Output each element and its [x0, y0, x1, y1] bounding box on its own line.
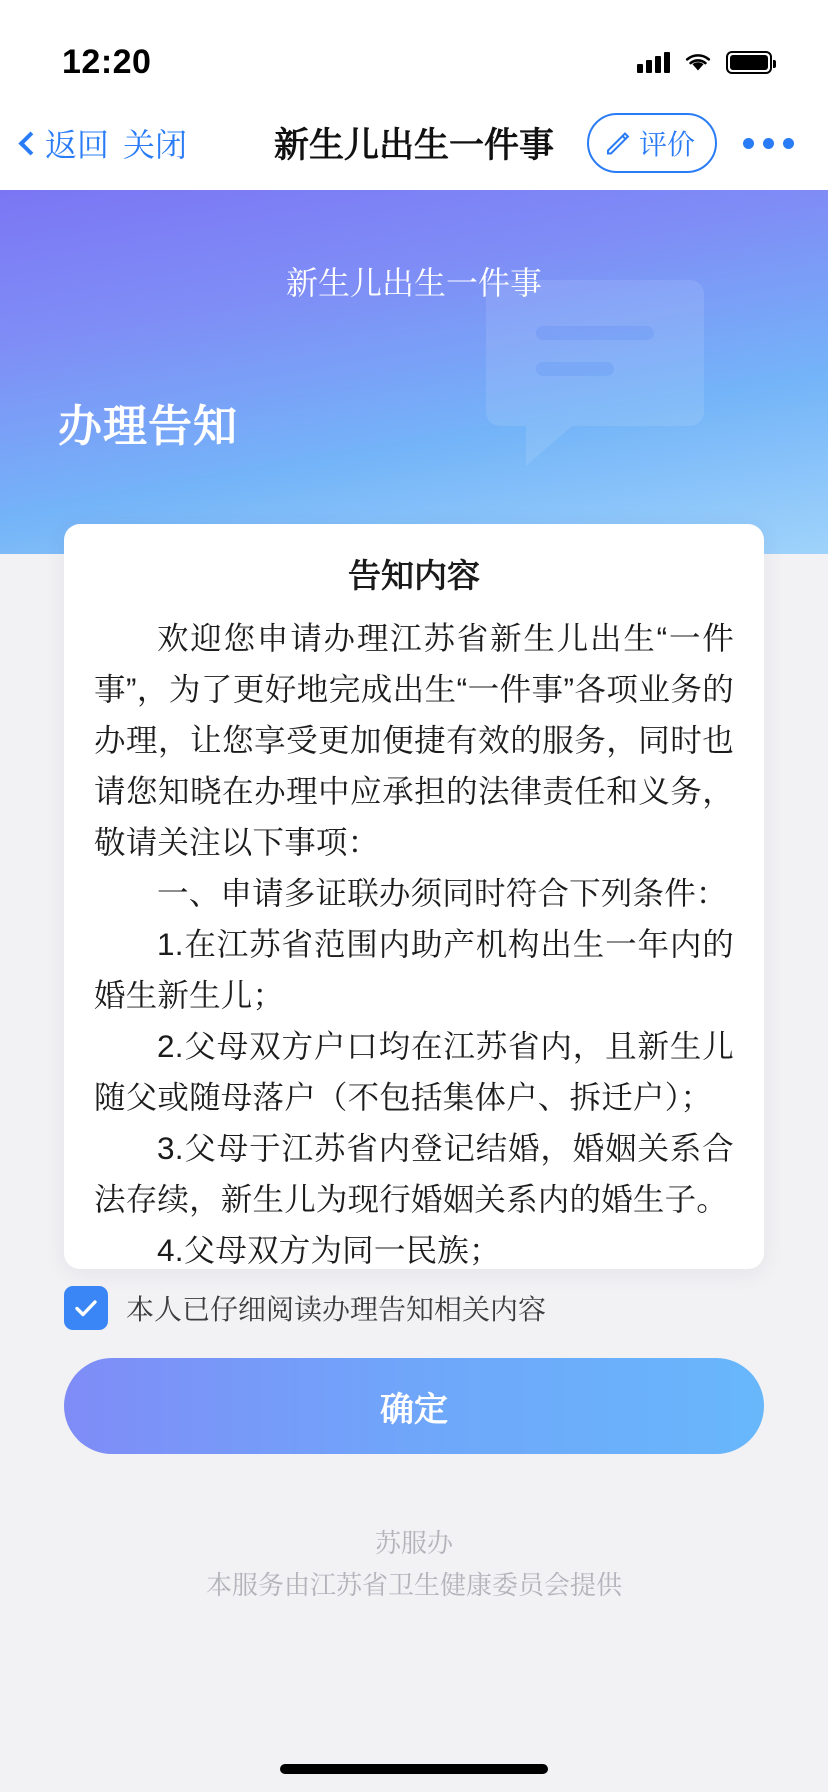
- more-options-button[interactable]: [743, 138, 794, 149]
- navigation-bar: [0, 96, 828, 190]
- confirm-button[interactable]: 确定: [64, 1358, 764, 1454]
- nav-left-group: [22, 120, 187, 166]
- close-button[interactable]: 关闭: [123, 127, 188, 163]
- status-bar: [0, 0, 828, 96]
- notice-paragraph: 4.父母双方为同一民族；: [157, 1232, 501, 1269]
- page-title: 新生儿出生一件事: [273, 126, 554, 165]
- hero-banner: [0, 190, 828, 554]
- notice-card-body: [94, 613, 734, 1269]
- agreement-checkbox[interactable]: [64, 1286, 108, 1330]
- cellular-signal-icon: [637, 51, 670, 73]
- agreement-label: 本人已仔细阅读办理告知相关内容: [126, 1294, 547, 1325]
- notice-paragraph: 一、申请多证联办须同时符合下列条件：: [157, 875, 728, 912]
- notice-card-title: 告知内容: [348, 557, 480, 594]
- check-icon: [72, 1294, 100, 1322]
- bottom-section: [0, 1286, 828, 1606]
- notice-paragraph: 2.父母双方户口均在江苏省内，且新生儿随父或随母落户（不包括集体户、拆迁户）；: [94, 1028, 734, 1116]
- back-button[interactable]: [22, 120, 109, 166]
- pencil-icon: [605, 130, 631, 156]
- chat-bubble-watermark-icon: [480, 250, 710, 480]
- battery-full-icon: [726, 51, 772, 74]
- back-label: 返回: [45, 127, 110, 163]
- hero-subtitle: 新生儿出生一件事: [285, 265, 542, 301]
- wifi-icon: [684, 51, 712, 73]
- home-indicator[interactable]: [280, 1764, 548, 1774]
- notice-paragraph: 欢迎您申请办理江苏省新生儿出生“一件事”，为了更好地完成出生“一件事”各项业务的办理，让您享受更加便捷有效的服务，同时也请您知晓在办理中应承担的法律责任和义务，敬请关注以下事项：: [94, 620, 734, 861]
- nav-right-group: [587, 113, 794, 173]
- status-indicators: [637, 51, 772, 74]
- footer-provider: 本服务由江苏省卫生健康委员会提供: [205, 1570, 622, 1601]
- footer-brand: 苏服办: [374, 1528, 453, 1558]
- chevron-left-icon: [18, 131, 42, 155]
- notice-card: [64, 524, 764, 1269]
- footer: [0, 1522, 828, 1606]
- hero-title: 办理告知: [58, 402, 238, 451]
- rate-button[interactable]: [587, 113, 717, 173]
- status-time: 12:20: [62, 42, 152, 81]
- agreement-row[interactable]: [0, 1286, 828, 1330]
- notice-paragraph: 1.在江苏省范围内助产机构出生一年内的婚生新生儿；: [94, 926, 734, 1014]
- notice-paragraph: 3.父母于江苏省内登记结婚，婚姻关系合法存续，新生儿为现行婚姻关系内的婚生子。: [94, 1130, 734, 1218]
- rate-label: 评价: [638, 129, 695, 160]
